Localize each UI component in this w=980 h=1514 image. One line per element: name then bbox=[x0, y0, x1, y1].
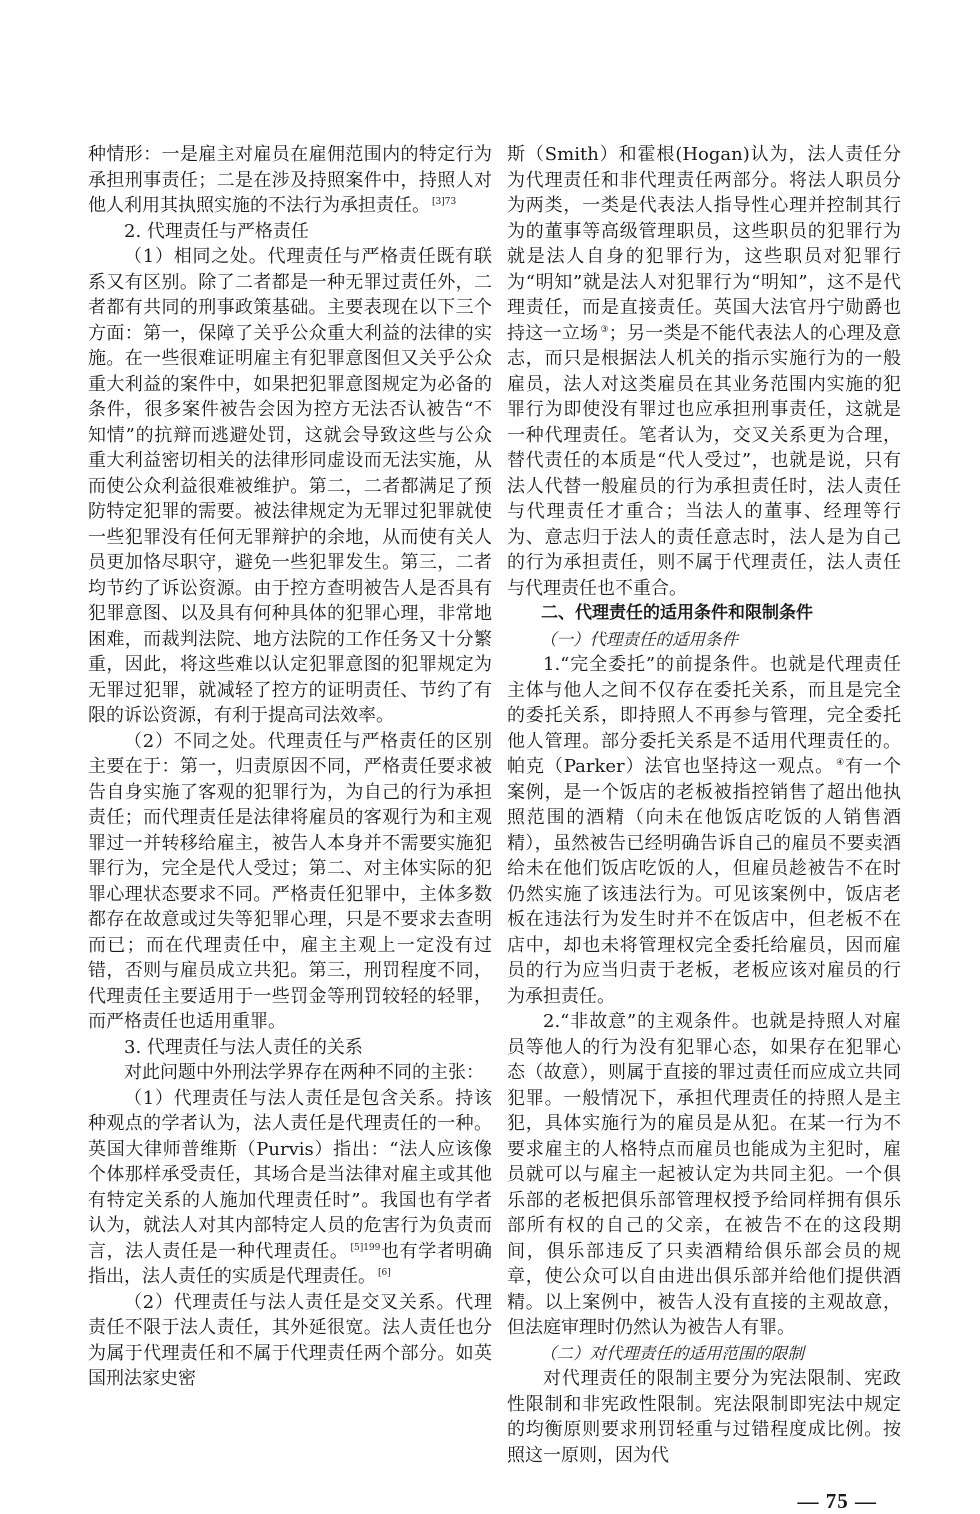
paragraph: 2.“非故意”的主观条件。也就是持照人对雇员等他人的行为没有犯罪心态，如果存在犯罪心态（故意），则属于直接的罪过责任而应成立共同犯罪。一般情况下，承担代理责任的持照人是主犯，具体实施行为的雇员是从犯。在某一行为不要求雇主的人格特点而雇员也能成为主犯时，雇员就可以与雇主一起被认定为共同主犯。一个俱乐部的老板把俱乐部管理权授予给同样拥有俱乐部所有权的自己的父亲，在被告不在的这段期间，俱乐部违反了只卖酒精给俱乐部会员的规章，使公众可以自由进出俱乐部并给他们提供酒精。以上案例中，被告人没有直接的主观故意，但法庭审理时仍然认为被告人有罪。 bbox=[507, 1011, 901, 1338]
citation: [6] bbox=[378, 1268, 391, 1278]
paragraph: 对代理责任的限制主要分为宪法限制、宪政性限制和非宪政性限制。宪法限制即宪法中规定的均衡原则要求刑罚轻重与过错程度成比例。按照这一原则，因为代 bbox=[507, 1368, 901, 1466]
paragraph-text: 1.“完全委托”的前提条件。也就是代理责任主体与他人之间不仅存在委托关系，而且是完全的委托关系，即持照人不再参与管理，完全委托他人管理。部分委托关系是不适用代理责任的。帕克（Parker）法官也坚持这一观点。 bbox=[507, 654, 901, 777]
citation: [5]199 bbox=[350, 1242, 381, 1253]
paragraph-text: 也有学者明确指出，法人责任的实质是代理责任。 bbox=[88, 1240, 493, 1287]
paragraph: （2）代理责任与法人责任是交叉关系。代理责任不限于法人责任，其外延很宽。法人责任也分为属于代理责任和不属于代理责任两个部分。如英国刑法家史密 bbox=[88, 1291, 492, 1389]
paragraph bbox=[88, 1086, 492, 1290]
paragraph bbox=[507, 652, 901, 1009]
paragraph: （2）不同之处。代理责任与严格责任的区别主要在于：第一，归责原因不同，严格责任要求被告自身实施了客观的犯罪行为，为自己的行为承担责任；而代理责任是法律将雇员的客观行为和主观罪过一并转移给雇主，被告人本身并不需要实施犯罪行为，完全是代人受过；第二、对主体实际的犯罪心理状态要求不同。严格责任犯罪中，主体多数都存在故意或过失等犯罪心理，只是不要求去查明而已；而在代理责任中，雇主主观上一定没有过错，否则与雇员成立共犯。第三，刑罚程度不同，代理责任主要适用于一些罚金等刑罚较轻的轻罪，而严格责任也适用重罪。 bbox=[88, 730, 492, 1032]
paragraph: （1）相同之处。代理责任与严格责任既有联系又有区别。除了二者都是一种无罪过责任外，二者都有共同的刑事政策基础。主要表现在以下三个方面：第一，保障了关乎公众重大利益的法律的实施。在一些很难证明雇主有犯罪意图但又关乎公众重大利益的案件中，如果把犯罪意图规定为必备的条件，很多案件被告会因为控方无法否认被告“不知情”的抗辩而逃避处罚，这就会导致这些与公众重大利益密切相关的法律形同虚设而无法实施，从而使公众利益很难被维护。第二，二者都满足了预防特定犯罪的需要。被法律规定为无罪过犯罪就使一些犯罪没有任何无罪辩护的余地，从而使有关人员更加恪尽职守，避免一些犯罪发生。第三，二者均节约了诉讼资源。由于控方查明被告人是否具有犯罪意图、以及具有何种具体的犯罪心理，非常地困难，而裁判法院、地方法院的工作任务又十分繁重，因此，将这些难以认定犯罪意图的犯罪规定为无罪过犯罪，就减轻了控方的证明责任、节约了有限的诉讼资源，有利于提高司法效率。 bbox=[88, 246, 492, 726]
subsection-heading: （二）对代理责任的适用范围的限制 bbox=[540, 1343, 804, 1363]
citation: [3]73 bbox=[432, 197, 457, 207]
subsection-heading: 3. 代理责任与法人责任的关系 bbox=[124, 1036, 363, 1058]
right-column bbox=[507, 142, 901, 1514]
paragraph bbox=[88, 142, 492, 219]
left-column bbox=[88, 142, 492, 1392]
paragraph-text: 有一个案例，是一个饭店的老板被指控销售了超出他执照范围的酒精（向未在他饭店吃饭的人销售酒精），虽然被告已经明确告诉自己的雇员不要卖酒给未在他们饭店吃饭的人，但雇员趁被告不在时仍然实施了该违法行为。可见该案例中，饭店老板在违法行为发生时并不在饭店中，但老板不在店中，却也未将管理权完全委托给雇员，因而雇员的行为应当归责于老板，老板应该对雇员的行为承担责任。 bbox=[507, 756, 901, 1007]
subsection-heading: （一）代理责任的适用条件 bbox=[540, 629, 738, 649]
paragraph-text: ；另一类是不能代表法人的心理及意志，而只是根据法人机关的指示实施行为的一般雇员，法人对这类雇员在其业务范围内实施的犯罪行为即使没有罪过也应承担刑事责任，这就是一种代理责任。笔者认为，交叉关系更为合理，替代责任的本质是“代人受过”，也就是说，只有法人代替一般雇员的行为承担责任时，法人责任与代理责任才重合；当法人的董事、经理等行为、意志归于法人的责任意志时，法人是为自己的行为承担责任，则不属于代理责任，法人责任与代理责任也不重合。 bbox=[507, 322, 902, 599]
paragraph: 对此问题中外刑法学界存在两种不同的主张： bbox=[124, 1062, 484, 1083]
paragraph-text: 斯（Smith）和霍根(Hogan)认为，法人责任分为代理责任和非代理责任两部分。将法人职员分为两类，一类是代表法人指导性心理并控制其行为的董事等高级管理职员，这些职员的犯罪行为就是法人自身的犯罪行为，这些职员对犯罪行为“明知”就是法人对犯罪行为“明知”，这不是代理责任，而是直接责任。英国大法官丹宁勋爵也持这一立场 bbox=[507, 144, 901, 344]
page-number: — 75 — bbox=[797, 1489, 877, 1513]
paragraph-text: 种情形：一是雇主对雇员在雇佣范围内的特定行为承担刑事责任；二是在涉及持照案件中，持照人对他人利用其执照实施的不法行为承担责任。 bbox=[88, 144, 492, 216]
paragraph-text: （1）代理责任与法人责任是包含关系。持该种观点的学者认为，法人责任是代理责任的一种。英国大律师普维斯（Purvis）指出：“法人应该像个体那样承受责任，其场合是当法律对雇主或其他有特定关系的人施加代理责任时”。我国也有学者认为，就法人对其内部特定人员的危害行为负责而言，法人责任是一种代理责任。 bbox=[88, 1087, 492, 1262]
subsection-heading: 2. 代理责任与严格责任 bbox=[124, 220, 309, 242]
paragraph bbox=[507, 142, 901, 601]
footnote-marker: ③ bbox=[600, 324, 609, 335]
footnote-marker: ④ bbox=[836, 758, 846, 768]
section-heading: 二、代理责任的适用条件和限制条件 bbox=[541, 603, 813, 623]
